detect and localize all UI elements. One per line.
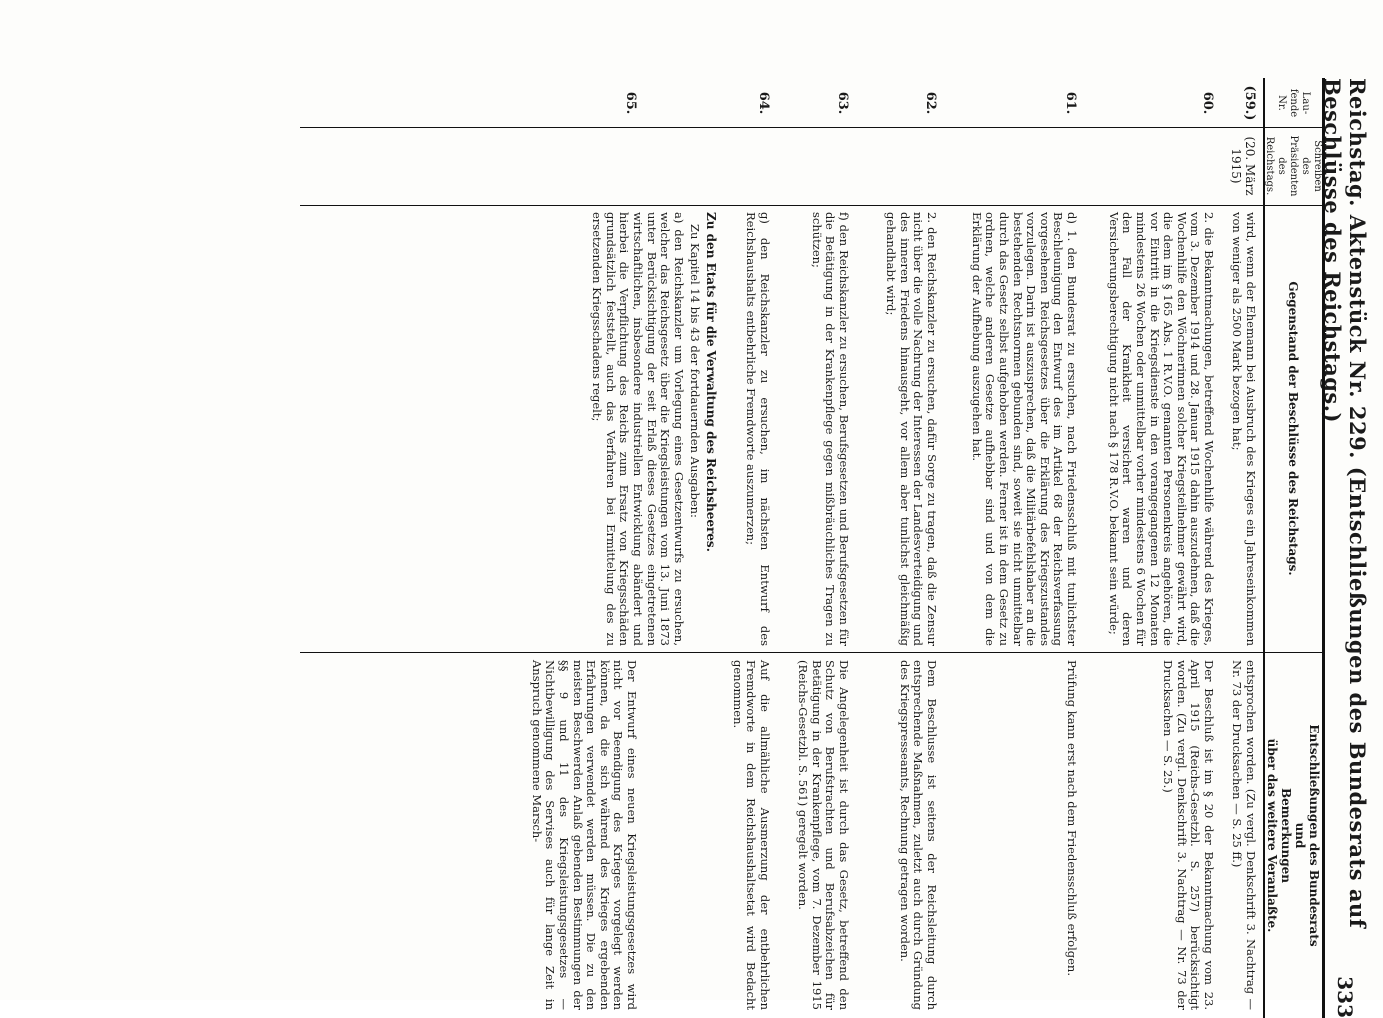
- column-header-gegenstand: Gegenstand der Beschlüsse des Reichstags.: [1286, 281, 1300, 576]
- row-number: 61.: [1063, 91, 1078, 115]
- entschliessung-text: Auf die allmähliche Ausmerzung der entbehrlichen Fremdworte in dem Reichshaushaltsetat wird Bedacht genommen.: [730, 660, 772, 1010]
- row-number: 63.: [835, 91, 850, 115]
- page-number: 333: [1333, 976, 1357, 1018]
- gegenstand-text: 2. die Bekanntmachungen, betreffend Wochenhilfe während des Krieges, vom 3. Dezember 1914 und 28. Januar 1915 dahin auszudehnen, daß die Wochenhilfe den Wöchnerinnen solcher Kriegsteilnehmer gewährt wird, die dem im § 165 Abs. 1 R.V.O. genannten Personenkreis angehören, die vor Eintritt in die Kriegsdienste in den vorangegangenen 12 Monaten mindestens 26 Wochen oder unmittelbar vorher mindestens 6 Wochen für den Fall der Krankheit versichert waren und deren Versicherungsberechtigung nicht nach § 178 R.V.O. bekannt sein würde;: [1106, 212, 1216, 646]
- column-header-entschliessungen: Entschließungen des Bundesrats und Bemerkungen über das weitere Veranlaßte.: [1265, 724, 1321, 947]
- gegenstand-block: [590, 212, 723, 646]
- row-number: (59.): [1242, 85, 1257, 121]
- gegenstand-text: 2. den Reichskanzler zu ersuchen, dafür Sorge zu tragen, daß die Zensur nicht über die volle Nachrung der Interessen der Landesverteidigung und des inneren Friedens hinausgeht, vor allem aber tunlichst gleichmäßig gehandhabt wird;: [884, 212, 939, 646]
- gegenstand-text: f) den Reichskanzler zu ersuchen, Berufsgesetzen und Berufsgesetzen für die Betätigung in der Krankenpflege gegen mißbräuchliches Tragen zu schützen;: [809, 212, 851, 646]
- gegenstand-text: g) den Reichskanzler zu ersuchen, im nächsten Entwurf des Reichshaushalts entbehrliche Fremdworte auszumerzen;: [744, 212, 772, 646]
- column-divider: [300, 205, 1323, 206]
- column-divider: [300, 652, 1323, 653]
- row-number: 62.: [923, 91, 938, 115]
- column-header-lfd-nr: Lau- fende Nr.: [1276, 88, 1311, 118]
- row-number: 60.: [1200, 91, 1215, 115]
- entschliessung-text: Der Entwurf eines neuen Kriegsleistungsgesetzes wird nicht vor Beendigung des Krieges vorgelegt werden können, da die sich während des Krieges ergebenden Erfahrungen verwendet werden müssen. Die zu den meisten Beschwerden Anlaß gebenden Bestimmungen der §§ 9 und 11 des Kriegsleistungsgesetzes — Nichtbewilligung des Servises auch für lange Zeit in Anspruch genommene Marsch-: [529, 660, 639, 1010]
- entschliessung-text: Der Beschluß ist im § 20 der Bekanntmachung vom 23. April 1915 (Reichs-Gesetzbl. S. 257) berücksichtigt worden. (Zu vergl. Denkschrift 3. Nachtrag — Nr. 73 der Drucksachen — S. 25.): [1161, 660, 1216, 1010]
- entschliessung-text: Dem Beschlusse ist seitens der Reichsleitung durch entsprechende Maßnahmen, zuletzt auch durch Gründung des Kriegspresseamts, Rechnung getragen worden.: [897, 660, 939, 1010]
- row-date: (20. März 1915): [1229, 136, 1257, 196]
- column-divider: [300, 127, 1323, 128]
- gegenstand-text: wird, wenn der Ehemann bei Ausbruch des Krieges ein Jahreseinkommen von weniger als 2500 Mark bezogen hat;: [1230, 212, 1258, 646]
- row-number: 64.: [756, 91, 771, 115]
- entschliessung-text: entsprochen worden. (Zu vergl. Denkschrift 3. Nachtrag — Nr. 73 der Drucksachen — S. 25 ff.): [1230, 660, 1258, 1010]
- page-header: [1320, 78, 1370, 1018]
- section-title: Zu den Etats für die Verwaltung des Reichsheeres.: [704, 212, 718, 552]
- page-title: Reichstag. Aktenstück Nr. 229. (Entschließungen des Bundesrats auf Beschlüsse des Reichstags.): [1320, 78, 1370, 929]
- top-rule: [1322, 78, 1325, 1018]
- section-subtitle: Zu Kapitel 14 bis 43 der fortdauernden Ausgaben:: [688, 224, 703, 518]
- entschliessung-text: Die Angelegenheit ist durch das Gesetz, betreffend den Schutz von Berufstrachten und Berufsabzeichen für Betätigung in der Krankenpflege, vom 7. Dezember 1915 (Reichs-Gesetzbl. S. 561) geregelt worden.: [796, 660, 851, 1010]
- row-number: 65.: [623, 91, 638, 115]
- column-header-schreiben: Schreiben des Präsidenten des Reichstags.: [1264, 135, 1323, 197]
- entschliessung-text: Prüfung kann erst nach dem Friedensschluß erfolgen.: [1065, 660, 1079, 976]
- gegenstand-text: a) den Reichskanzler um Vorlegung eines Gesetzentwurfs zu ersuchen, welcher das Reichsgesetz über die Kriegsleistungen vom 13. Juni 1873 unter Berücksichtigung der seit Erlaß dieses Gesetzes eingetretenen wirtschaftlichen, insbesondere industriellen Entwicklung abändert und hierbei die Verpflichtung des Reichs zum Ersatz von Kriegsschäden grundsätzlich feststellt, auch das Verfahren bei Ermittelung des zu ersetzenden Kriegsschadens regelt;: [590, 212, 686, 646]
- gegenstand-text: d) 1. den Bundesrat zu ersuchen, nach Friedensschluß mit tunlichster Beschleunigung den Entwurf des im Artikel 68 der Reichsverfassung vorgesehenen Reichsgesetzes über die Erklärung des Kriegszustandes vorzulegen. Darin ist auszusprechen, daß die Militärbefehlshaber an die bestehenden Rechtsnormen gebunden sind, soweit sie nicht unmittelbar durch das Gesetz selbst aufgehoben werden. Ferner ist in dem Gesetz zu ordnen, welche anderen Gesetze aufhebbar sind und von dem die Erklärung der Aufhebung auszugehen hat.: [969, 212, 1079, 646]
